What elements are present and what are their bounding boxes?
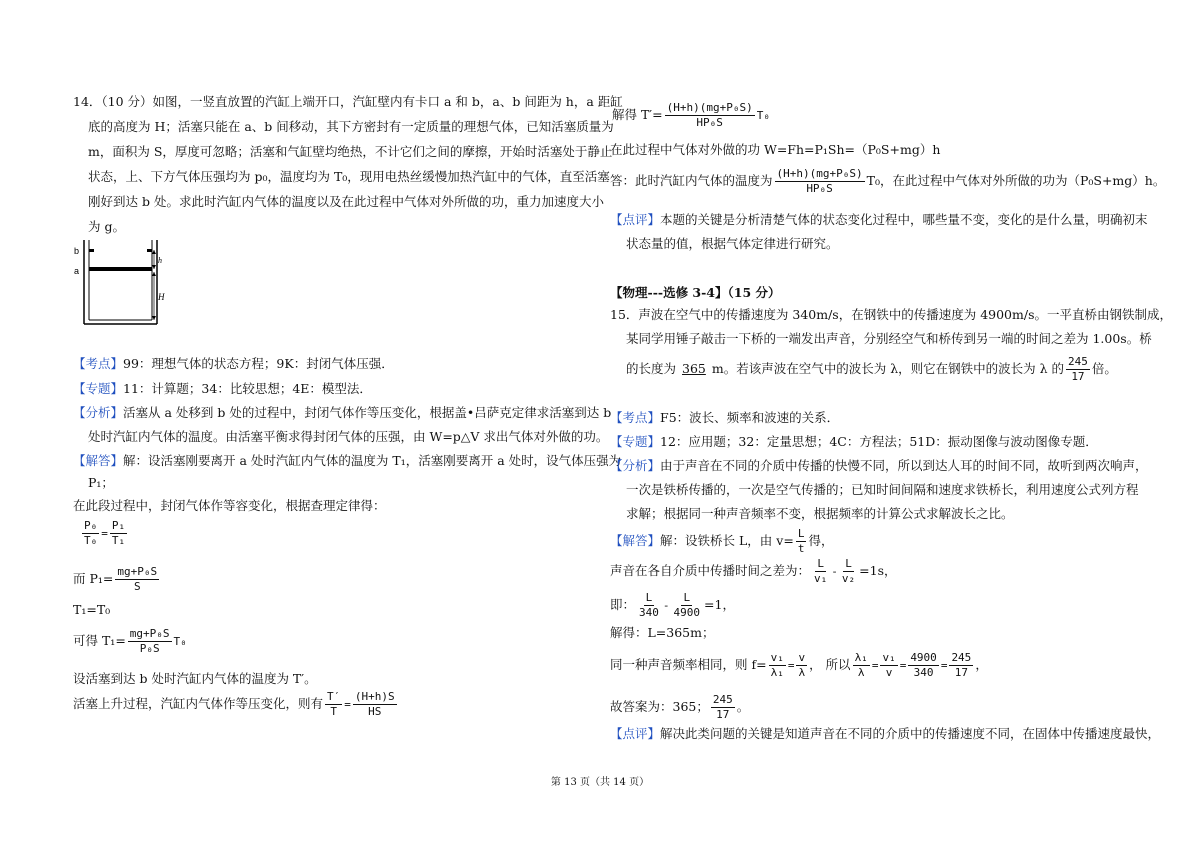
- kaodian-14: [73, 356, 394, 372]
- section-heading: 【物理---选修 3-4】（15 分）: [610, 285, 781, 300]
- equation-1: 声音在各自介质中传播时间之差为： $\frac{L}{\text{v₁}}$ - $\frac{L}{\text{v₂}}$ =1s，: [610, 557, 897, 585]
- fenxi-15-line-2: 一次是铁桥传播的，一次是空气传播的；已知时间间隔和速度求铁桥长，利用速度公式列方程: [626, 482, 1139, 497]
- formula-t1: 可得 T₁= $\frac{\text{mg+P₀S}}{\text{P₀S}}$ T₀: [73, 627, 187, 655]
- fraction: $\frac{v}{\lambda}$: [798, 651, 806, 679]
- fraction: $\frac{L}{\text{v₂}}$: [841, 557, 856, 585]
- page-footer: 第 13 页（共 14 页）: [550, 777, 650, 788]
- fraction: $\frac{L}{\text{v₁}}$: [814, 557, 828, 585]
- fraction: $\frac{\text{(H+h)(mg+P₀S)}}{\text{HP₀S}}$: [666, 101, 753, 129]
- fenxi-14-line-2: 处时汽缸内气体的温度。由活塞平衡求得封闭气体的压强，由 W=p△V 求出气体对外做的功。: [88, 429, 609, 444]
- fraction: $\frac{\text{P₀}}{\text{T₀}}$: [84, 519, 98, 547]
- figure-label-H: H: [158, 292, 165, 302]
- q14-line-1: 14．（10 分）如图，一竖直放置的汽缸上端开口，汽缸壁内有卡口 a 和 b，a、b 间距为 h，a 距缸: [73, 94, 623, 109]
- kaodian-text: F5：波长、频率和波速的关系．: [660, 410, 840, 425]
- fenxi-tag: 【分析】: [73, 405, 124, 420]
- answer-blank-2: $\frac{245}{17}$: [1068, 355, 1088, 383]
- jieda-14-line-2: P₁；: [88, 475, 114, 490]
- q14-line-4: 状态，上、下方气体压强均为 p₀，温度均为 T₀，现用电热丝缓慢加热汽缸中的气体，直至活塞: [88, 169, 610, 184]
- dianping-14: [610, 212, 1148, 228]
- formula-isobaric: 活塞上升过程，汽缸内气体作等压变化，则有 $\frac{T'}{T}$ = $\frac{(H+h)S}{HS}$: [73, 690, 395, 718]
- dianping-14-line-2: 状态量的值，根据气体定律进行研究。: [626, 236, 839, 251]
- fraction: $\frac{4900}{340}$: [910, 651, 937, 679]
- fraction: $\frac{\text{v₁}}{v}$: [882, 651, 896, 679]
- q14-line-2: 底的高度为 H；活塞只能在 a、b 间移动，其下方密封有一定质量的理想气体，已知活塞质量为: [88, 119, 614, 134]
- answer-blank-1: 365: [682, 361, 706, 376]
- fenxi-text-1: 活塞从 a 处移到 b 处的过程中，封闭气体作等压变化，根据盖•吕萨克定律求活塞到达 b: [123, 405, 612, 420]
- cylinder-figure: [70, 236, 170, 328]
- zhuanti-tag: 【专题】: [73, 381, 124, 396]
- step-1: 在此段过程中，封闭气体作等容变化，根据查理定律得：: [73, 498, 386, 513]
- step-t1: T₁=T₀: [73, 602, 111, 617]
- fraction: $\frac{245}{17}$: [712, 693, 733, 721]
- formula-charles: $\frac{\text{P₀}}{\text{T₀}}$ = $\frac{\text{P₁}}{\text{T₁}}$: [84, 519, 126, 547]
- fraction: $\frac{\text{λ₁}}{\lambda}$: [854, 651, 868, 679]
- jieda-tag: 【解答】: [73, 453, 124, 468]
- figure-label-a: a: [74, 266, 80, 276]
- dianping-text-1: 本题的关键是分析清楚气体的状态变化过程中，哪些量不变，变化的是什么量，明确初末: [660, 212, 1148, 227]
- zhuanti-text: 11：计算题；34：比较思想；4E：模型法．: [123, 381, 372, 396]
- fraction: $\frac{245}{17}$: [951, 651, 972, 679]
- fenxi-14: [73, 405, 611, 421]
- formula-p1: 而 P₁= $\frac{\text{mg+P₀S}}{S}$: [73, 565, 158, 593]
- fenxi-15-line-3: 求解；根据同一种声音频率不变，根据频率的计算公式求解波长之比。: [626, 506, 1014, 521]
- kaodian-text: 99：理想气体的状态方程；9K：封闭气体压强．: [123, 356, 394, 371]
- kaodian-15: [610, 410, 839, 426]
- zhuanti-tag: 【专题】: [610, 434, 661, 449]
- fenxi-tag: 【分析】: [610, 458, 661, 473]
- fraction: $\frac{\text{mg+P₀S}}{S}$: [117, 565, 158, 593]
- zhuanti-15: [610, 434, 1098, 450]
- jieda-15: 【解答】解：设铁桥长 L，由 v= $\frac{L}{t}$ 得，: [610, 527, 834, 555]
- dianping-tag: 【点评】: [610, 212, 661, 227]
- fenxi-15: [610, 458, 1148, 474]
- fraction: $\frac{\text{v₁}}{\text{λ₁}}$: [770, 651, 784, 679]
- dianping-text: 解决此类问题的关键是知道声音在不同的介质中的传播速度不同，在固体中传播速度最快，: [660, 726, 1161, 741]
- fraction: $\frac{L}{4900}$: [673, 591, 701, 619]
- jieda-text-1: 解：设活塞刚要离开 a 处时汽缸内气体的温度为 T₁，活塞刚要离开 a 处时，设气体压强为: [123, 453, 622, 468]
- equation-2: 即： $\frac{L}{340}$ - $\frac{L}{4900}$ =1，: [610, 591, 735, 619]
- fraction: $\frac{L}{340}$: [639, 591, 659, 619]
- equation-4: 同一种声音频率相同，则 f= $\frac{\text{v₁}}{\text{λ₁}}$ = $\frac{v}{\lambda}$ ， 所以 $\frac{\text{λ₁}}{\lambda}$ = $\frac{\text{v₁}}{v}$ = $\frac{4900}{340}$ = $\frac{245}{17}$ ，: [610, 651, 988, 679]
- fenxi-text-1: 由于声音在不同的介质中传播的快慢不同，所以到达人耳的时间不同，故听到两次响声，: [660, 458, 1148, 473]
- jieda-14: [73, 453, 621, 469]
- fraction: $\frac{T'}{T}$: [327, 690, 341, 718]
- zhuanti-text: 12：应用题；32：定量思想；4C：方程法；51D：振动图像与波动图像专题．: [660, 434, 1098, 449]
- figure-label-b: b: [74, 246, 80, 256]
- q14-line-5: 刚好到达 b 处。求此时汽缸内气体的温度以及在此过程中气体对外所做的功，重力加速度大小: [88, 194, 604, 209]
- q14-line-6: 为 g。: [88, 219, 125, 234]
- fraction: $\frac{\text{(H+h)(mg+P₀S)}}{\text{HP₀S}}$: [776, 167, 863, 195]
- work-line: 在此过程中气体对外做的功 W=Fh=P₁Sh=（P₀S+mg）h: [610, 142, 941, 157]
- equation-3: 解得：L=365m；: [610, 625, 715, 640]
- zhuanti-14: [73, 381, 372, 397]
- fraction: $\frac{\text{mg+P₀S}}{\text{P₀S}}$: [129, 627, 170, 655]
- dianping-tag: 【点评】: [610, 726, 661, 741]
- fraction: $\frac{L}{t}$: [797, 527, 805, 555]
- jieda-tag: 【解答】: [610, 533, 661, 548]
- q14-line-3: m，面积为 S，厚度可忽略；活塞和气缸壁均绝热，不计它们之间的摩擦，开始时活塞处于静止: [88, 144, 613, 159]
- step-5: 设活塞到达 b 处时汽缸内气体的温度为 T′。: [73, 671, 317, 686]
- figure-label-h: h: [158, 256, 162, 265]
- kaodian-tag: 【考点】: [73, 356, 124, 371]
- q15-line-1: 15．声波在空气中的传播速度为 340m/s，在钢铁中的传播速度为 4900m/s。一平直桥由钢铁制成，: [610, 307, 1172, 322]
- kaodian-tag: 【考点】: [610, 410, 661, 425]
- fraction: $\frac{\text{P₁}}{\text{T₁}}$: [111, 519, 126, 547]
- formula-t-prime: 解得 T′= $\frac{\text{(H+h)(mg+P₀S)}}{\text{HP₀S}}$ T₀: [612, 101, 770, 129]
- fraction: $\frac{(H+h)S}{HS}$: [354, 690, 395, 718]
- q15-line-3: 的长度为 365 m。若该声波在空气中的波长为 λ，则它在钢铁中的波长为 λ 的 $\frac{245}{17}$ 倍。: [626, 355, 1117, 383]
- dianping-15: [610, 726, 1160, 742]
- answer-14: 答：此时汽缸内气体的温度为 $\frac{\text{(H+h)(mg+P₀S)}}{\text{HP₀S}}$ T₀，在此过程中气体对外所做的功为（P₀S+mg）h。: [610, 167, 1166, 195]
- q15-line-2: 某同学用锤子敲击一下桥的一端发出声音，分别经空气和桥传到另一端的时间之差为 1.00s。桥: [626, 331, 1152, 346]
- answer-15: 故答案为：365； $\frac{245}{17}$ 。: [610, 693, 750, 721]
